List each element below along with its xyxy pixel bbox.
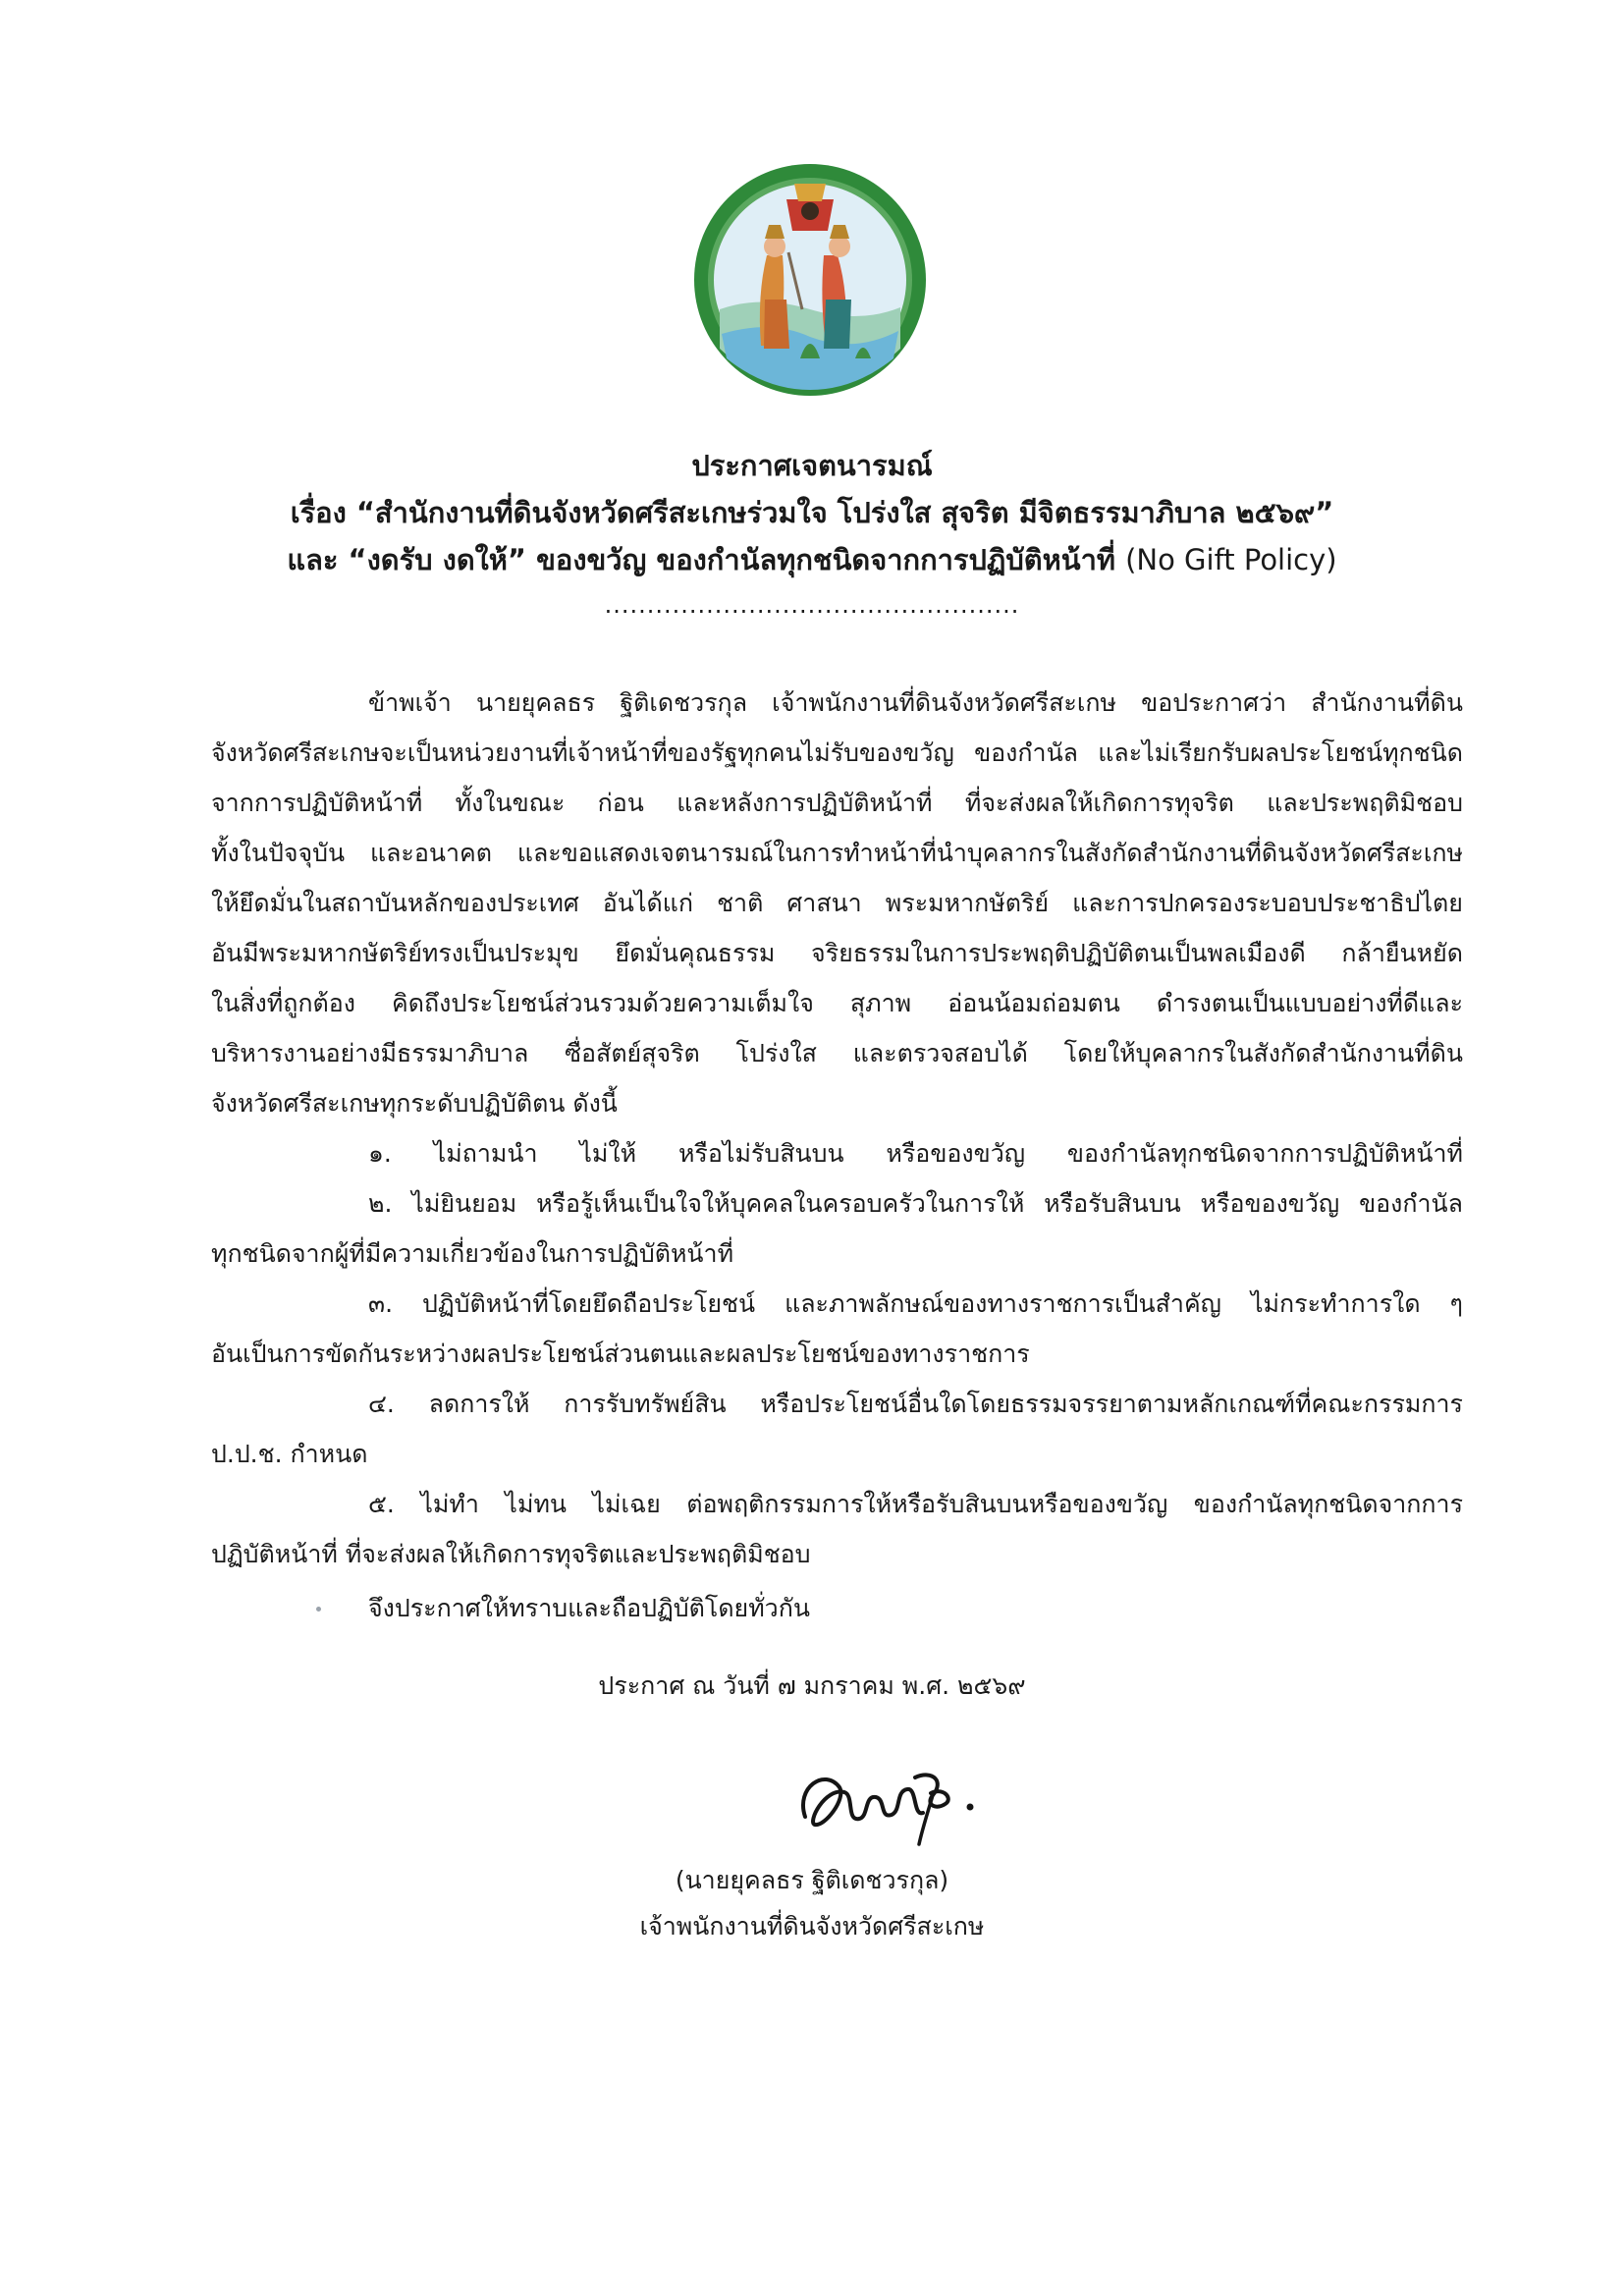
list-item-4: ๔. ลดการให้ การรับทรัพย์สิน หรือประโยชน์อื่นใดโดยธรรมจรรยาตามหลักเกณฑ์ที่คณะกรรมการ	[368, 1390, 1463, 1418]
handwritten-signature	[785, 1748, 982, 1856]
subject-line-2-latin: (No Gift Policy)	[1125, 543, 1337, 576]
subject-line-2-thai: และ “งดรับ งดให้” ของขวัญ ของกำนัลทุกชนิดจากการปฏิบัติหน้าที่	[287, 543, 1115, 576]
announcement-body	[211, 678, 1463, 1579]
scan-speck	[316, 1607, 321, 1612]
paragraph-line: บริหารงานอย่างมีธรรมาภิบาล ซื่อสัตย์สุจริต โปร่งใส และตรวจสอบได้ โดยให้บุคลากรในสังกัดสำนักงานที่ดิน	[211, 1039, 1463, 1067]
list-item-2-continuation: ทุกชนิดจากผู้ที่มีความเกี่ยวข้องในการปฏิบัติหน้าที่	[211, 1239, 734, 1268]
provincial-seal-emblem	[692, 162, 928, 398]
signer-name: (นายยุคลธร ฐิติเดชวรกุล)	[675, 1866, 949, 1894]
list-item-4-continuation: ป.ป.ช. กำหนด	[211, 1440, 368, 1468]
announcement-header	[147, 442, 1477, 619]
list-item-5: ๕. ไม่ทำ ไม่ทน ไม่เฉย ต่อพฤติกรรมการให้หรือรับสินบนหรือของขวัญ ของกำนัลทุกชนิดจากการ	[368, 1490, 1463, 1518]
dotted-separator: .................................................	[604, 591, 1020, 619]
paragraph-line: ข้าพเจ้า นายยุคลธร ฐิติเดชวรกุล เจ้าพนักงานที่ดินจังหวัดศรีสะเกษ ขอประกาศว่า สำนักงานที่ดิน	[368, 688, 1463, 717]
paragraph-line: จังหวัดศรีสะเกษทุกระดับปฏิบัติตน ดังนี้	[211, 1089, 618, 1118]
announcement-subject-line-1: เรื่อง “สำนักงานที่ดินจังหวัดศรีสะเกษร่วมใจ โปร่งใส สุจริต มีจิตธรรมาภิบาล ๒๕๖๙”	[290, 496, 1334, 529]
list-item-1: ๑. ไม่ถามนำ ไม่ให้ หรือไม่รับสินบน หรือของขวัญ ของกำนัลทุกชนิดจากการปฏิบัติหน้าที่	[368, 1139, 1463, 1168]
paragraph-line: ในสิ่งที่ถูกต้อง คิดถึงประโยชน์ส่วนรวมด้วยความเต็มใจ สุภาพ อ่อนน้อมถ่อมตน ดำรงตนเป็นแบบอย่างที่ดีและ	[211, 989, 1463, 1017]
announcement-subject-line-2	[147, 536, 1477, 583]
paragraph-line: อันมีพระมหากษัตริย์ทรงเป็นประมุข ยึดมั่นคุณธรรม จริยธรรมในการประพฤติปฏิบัติตนเป็นพลเมืองดี กล้ายืนหยัด	[211, 939, 1463, 967]
list-item-3: ๓. ปฏิบัติหน้าที่โดยยึดถือประโยชน์ และภาพลักษณ์ของทางราชการเป็นสำคัญ ไม่กระทำการใด ๆ	[368, 1289, 1463, 1318]
paragraph-line: จังหวัดศรีสะเกษจะเป็นหน่วยงานที่เจ้าหน้าที่ของรัฐทุกคนไม่รับของขวัญ ของกำนัล และไม่เรียกรับผลประโยชน์ทุกชนิด	[211, 738, 1463, 767]
announcement-title: ประกาศเจตนารมณ์	[691, 449, 933, 482]
paragraph-line: จากการปฏิบัติหน้าที่ ทั้งในขณะ ก่อน และหลังการปฏิบัติหน้าที่ ที่จะส่งผลให้เกิดการทุจริต และประพฤติมิชอบ	[211, 789, 1463, 817]
paragraph-line: ทั้งในปัจจุบัน และอนาคต และขอแสดงเจตนารมณ์ในการทำหน้าที่นำบุคลากรในสังกัดสำนักงานที่ดินจังหวัดศรีสะเกษ	[211, 839, 1463, 867]
list-item-5-continuation: ปฏิบัติหน้าที่ ที่จะส่งผลให้เกิดการทุจริตและประพฤติมิชอบ	[211, 1540, 811, 1568]
announcement-date: ประกาศ ณ วันที่ ๗ มกราคม พ.ศ. ๒๕๖๙	[598, 1671, 1026, 1700]
closing-notice: จึงประกาศให้ทราบและถือปฏิบัติโดยทั่วกัน	[368, 1594, 810, 1622]
paragraph-line: ให้ยึดมั่นในสถาบันหลักของประเทศ อันได้แก่ ชาติ ศาสนา พระมหากษัตริย์ และการปกครองระบอบประชาธิปไตย	[211, 889, 1463, 917]
list-item-3-continuation: อันเป็นการขัดกันระหว่างผลประโยชน์ส่วนตนและผลประโยชน์ของทางราชการ	[211, 1339, 1030, 1368]
list-item-2: ๒. ไม่ยินยอม หรือรู้เห็นเป็นใจให้บุคคลในครอบครัวในการให้ หรือรับสินบน หรือของขวัญ ของกำนัล	[368, 1189, 1463, 1218]
signer-title: เจ้าพนักงานที่ดินจังหวัดศรีสะเกษ	[639, 1912, 985, 1941]
